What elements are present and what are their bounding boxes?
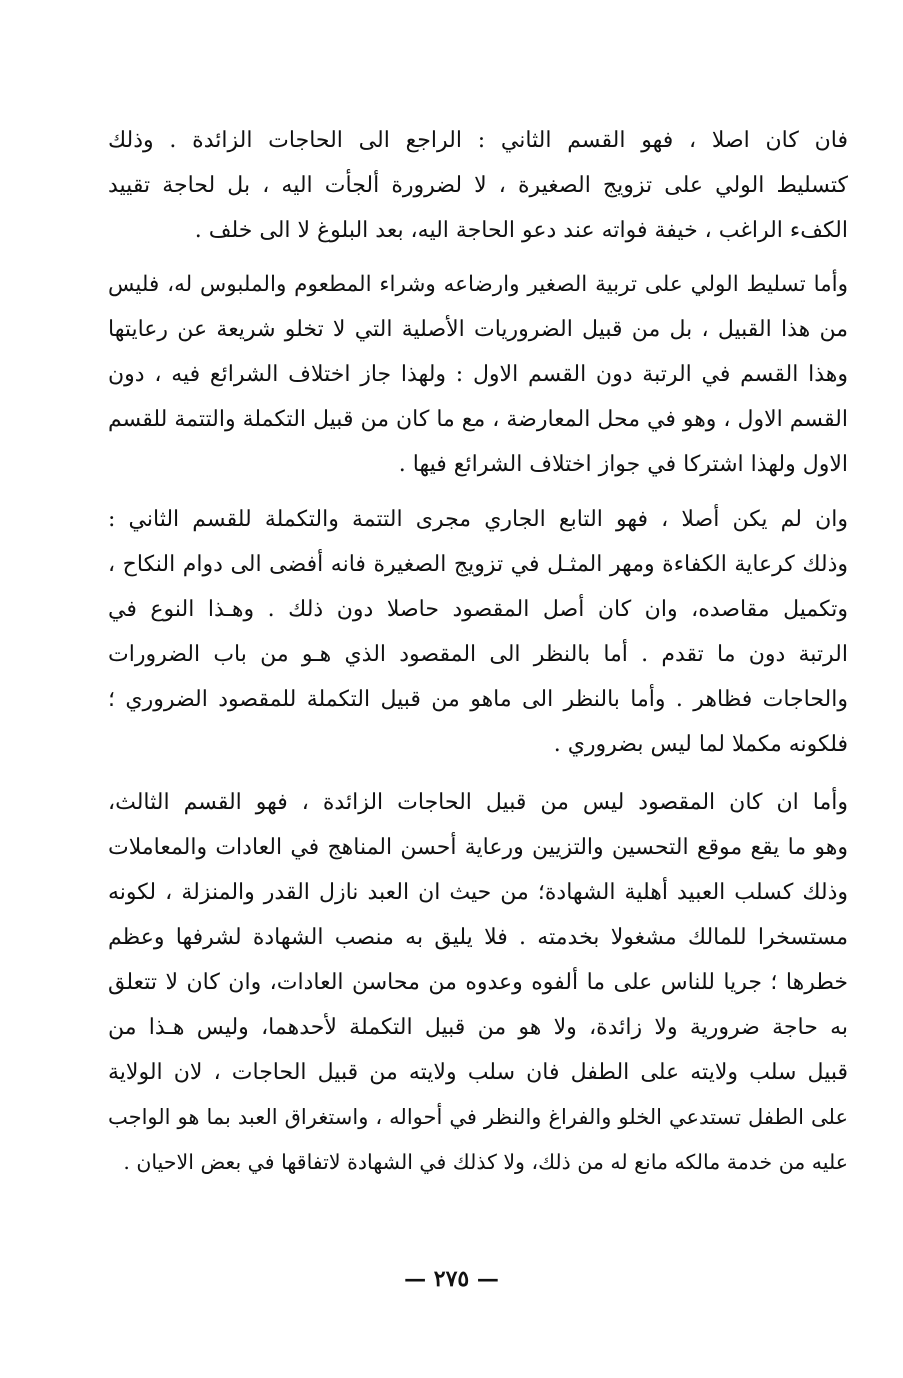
text-line: على الطفل تستدعي الخلو والفراغ والنظر في أحواله ، واستغراق العبد بما هو الواجب: [108, 1105, 848, 1129]
text-line: وذلك كسلب العبيد أهلية الشهادة؛ من حيث ان العبد نازل القدر والمنزلة ، لكونه: [108, 880, 848, 905]
text-line: وأما تسليط الولي على تربية الصغير وارضاعه وشراء المطعوم والملبوس له، فليس: [108, 272, 848, 297]
text-line: وان لم يكن أصلا ، فهو التابع الجاري مجرى التتمة والتكملة للقسم الثاني :: [108, 507, 848, 532]
text-line: مستسخرا للمالك مشغولا بخدمته . فلا يليق به منصب الشهادة لشرفها وعظم: [108, 925, 848, 950]
text-line: الاول ولهذا اشتركا في جواز اختلاف الشرائع فيها .: [398, 452, 848, 477]
paragraph-4: [108, 780, 848, 1185]
text-line: عليه من خدمة مالكه مانع له من ذلك، ولا كذلك في الشهادة لاتفاقها في بعض الاحيان .: [123, 1150, 848, 1174]
paragraph-3: [108, 497, 848, 767]
text-line: قبيل سلب ولايته على الطفل فان سلب ولايته من قبيل الحاجات ، لان الولاية: [108, 1060, 848, 1085]
text-line: الرتبة دون ما تقدم . أما بالنظر الى المقصود الذي هـو من باب الضرورات: [108, 642, 848, 667]
page-number: — ٢٧٥ —: [404, 1266, 499, 1292]
text-line: والحاجات فظاهر . وأما بالنظر الى ماهو من قبيل التكملة للمقصود الضروري ؛: [108, 687, 848, 712]
text-line: وهذا القسم في الرتبة دون القسم الاول : ولهذا جاز اختلاف الشرائع فيه ، دون: [108, 362, 848, 387]
text-line: فلكونه مكملا لما ليس بضروري .: [553, 732, 848, 757]
paragraph-2: [108, 262, 848, 487]
text-line: خطرها ؛ جريا للناس على ما ألفوه وعدوه من محاسن العادات، وان كان لا تتعلق: [108, 970, 848, 995]
text-line: وتكميل مقاصده، وان كان أصل المقصود حاصلا دون ذلك . وهـذا النوع في: [108, 597, 848, 622]
text-line: وهو ما يقع موقع التحسين والتزيين ورعاية أحسن المناهج في العادات والمعاملات: [108, 835, 848, 860]
text-line: وأما ان كان المقصود ليس من قبيل الحاجات الزائدة ، فهو القسم الثالث،: [108, 790, 848, 815]
text-line: كتسليط الولي على تزويج الصغيرة ، لا لضرورة ألجأت اليه ، بل لحاجة تقييد: [108, 173, 848, 198]
text-line: من هذا القبيل ، بل من قبيل الضروريات الأصلية التي لا تخلو شريعة عن رعايتها: [108, 317, 848, 342]
text-line: وذلك كرعاية الكفاءة ومهر المثـل في تزويج الصغيرة فانه أفضى الى دوام النكاح ،: [108, 552, 848, 577]
text-line: به حاجة ضرورية ولا زائدة، ولا هو من قبيل التكملة لأحدهما، وليس هـذا من: [108, 1015, 848, 1040]
text-line: فان كان اصلا ، فهو القسم الثاني : الراجع الى الحاجات الزائدة . وذلك: [108, 128, 848, 153]
paragraph-1: [108, 118, 848, 253]
text-line: الكفء الراغب ، خيفة فواته عند دعو الحاجة اليه، بعد البلوغ لا الى خلف .: [194, 218, 848, 243]
text-line: القسم الاول ، وهو في محل المعارضة ، مع ما كان من قبيل التكملة والتتمة للقسم: [108, 407, 848, 432]
